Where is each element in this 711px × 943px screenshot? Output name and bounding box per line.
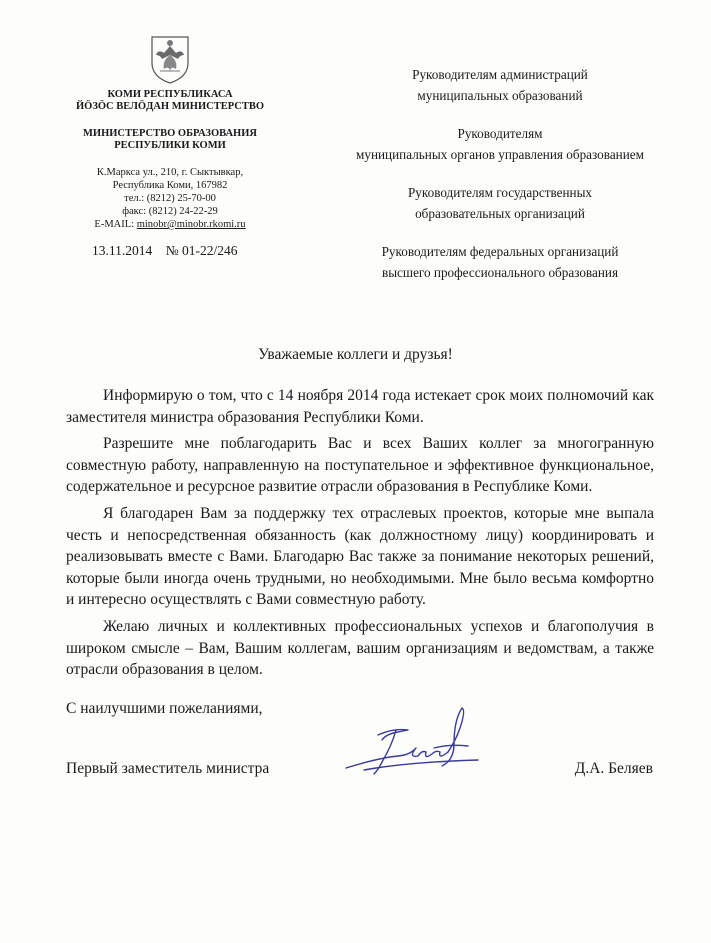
addressee-line: Руководителям администраций [412, 67, 588, 82]
org-name-komi-line-2: ЙӦЗӦС ВЕЛӦДАН МИНИСТЕРСТВО [75, 101, 264, 112]
salutation: Уважаемые коллеги и друзья! [258, 346, 453, 363]
contact-email [60, 219, 280, 232]
paragraph: Желаю личных и коллективных профессиональных успехов и благополучия в широком смысле – Вам, Вашим коллегам, вашим организациям и ведомствам, а также отрасли образования в целом. [66, 617, 654, 679]
addressee-line: муниципальных образований [417, 88, 583, 103]
org-name-komi-line-1: КОМИ РЕСПУБЛИКАСА [107, 89, 233, 100]
addressee-block [330, 241, 670, 283]
closing-phrase: С наилучшими пожеланиями, [66, 700, 263, 717]
addressee-line: Руководителям федеральных организаций [381, 244, 619, 259]
signer-position: Первый заместитель министра [66, 760, 270, 777]
addressee-line: высшего профессионального образования [381, 265, 619, 280]
email-label: E-MAIL: [94, 219, 137, 230]
addressee-block [330, 123, 670, 165]
addressee-block [330, 182, 670, 224]
paragraph: Разрешите мне поблагодарить Вас и всех Ваших коллег за многогранную совместную работу, направленную на поступательное и эффективное функциональное, содержательное и ресурсное развитие отрасли образования в Республике Коми. [66, 435, 654, 496]
contact-address: К.Маркса ул., 210, г. Сыктывкар, [96, 167, 244, 178]
document-date-number [92, 243, 238, 259]
letter-body [66, 385, 654, 686]
document-number: № 01-22/246 [165, 243, 238, 258]
komi-coat-of-arms-icon [148, 33, 192, 85]
org-name-ru-line-2: РЕСПУБЛИКИ КОМИ [114, 140, 226, 151]
addressee-line: Руководителям государственных [407, 185, 593, 200]
contact-fax: факс: (8212) 24-22-29 [122, 206, 218, 217]
addressee-line: муниципальных органов управления образованием [356, 147, 644, 162]
paragraph: Я благодарен Вам за поддержку тех отраслевых проектов, которые мне выпала честь и непосредственная обязанность (как должностному лицу) координировать и реализовывать вместе с Вами. Благодарю Вас также за понимание некоторых решений, которые были иногда очень трудными, но необходимыми. Мне было весьма комфортно и интересно осуществлять с Вами совместную работу. [66, 504, 654, 609]
contact-city: Республика Коми, 167982 [112, 180, 228, 191]
addressee-line: Руководителям [457, 126, 543, 141]
signer-name: Д.А. Беляев [574, 760, 653, 777]
addressee-line: образовательных организаций [415, 206, 585, 221]
handwritten-signature [338, 700, 498, 785]
document-date: 13.11.2014 [92, 243, 153, 258]
email-link[interactable]: minobr@minobr.rkomi.ru [136, 219, 246, 230]
org-name-ru-line-1: МИНИСТЕРСТВО ОБРАЗОВАНИЯ [83, 128, 257, 139]
contact-phone: тел.: (8212) 25-70-00 [124, 193, 216, 204]
addressee-block [330, 64, 670, 106]
paragraph: Информирую о том, что с 14 ноября 2014 года истекает срок моих полномочий как заместителя министра образования Республики Коми. [66, 387, 654, 426]
